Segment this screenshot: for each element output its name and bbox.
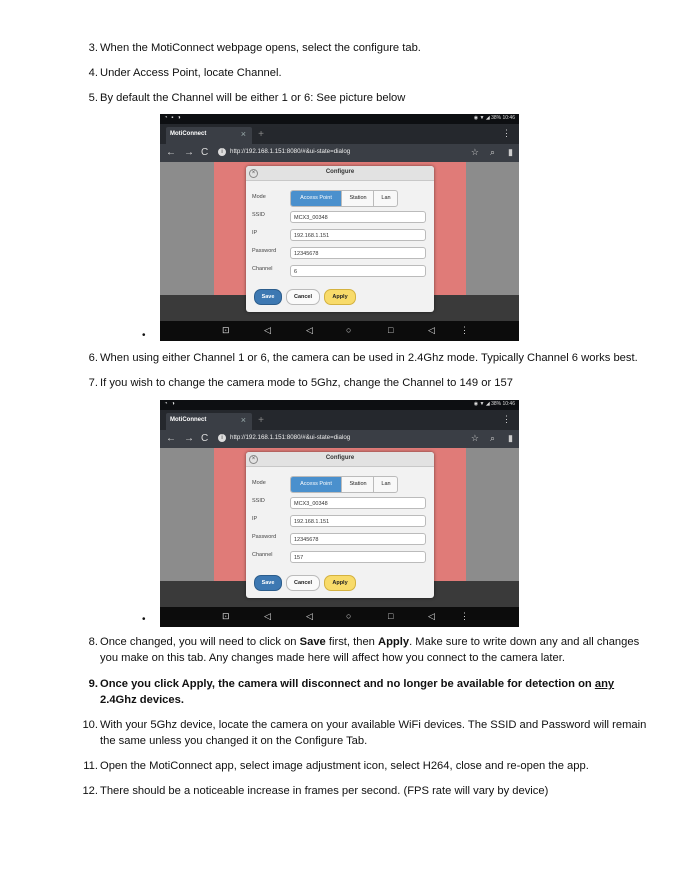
- dialog-title: Configure: [325, 455, 355, 461]
- password-input[interactable]: 12345678: [290, 533, 426, 545]
- mode-selector: [290, 476, 398, 493]
- back-icon[interactable]: ←: [166, 147, 176, 158]
- close-tab-icon[interactable]: ×: [240, 129, 246, 139]
- channel-input[interactable]: 6: [290, 265, 426, 277]
- mode-selector: [290, 190, 398, 207]
- browser-tab-bar: [160, 410, 519, 430]
- dialog-title: Configure: [325, 169, 355, 175]
- mode-lan[interactable]: Lan: [373, 191, 398, 206]
- close-icon[interactable]: ×: [249, 169, 258, 178]
- apply-button[interactable]: Apply: [324, 575, 356, 591]
- url-field[interactable]: http://192.168.1.151:8080/#&ui-state=dialog: [230, 434, 351, 441]
- apply-button[interactable]: Apply: [324, 289, 356, 305]
- back-nav-icon[interactable]: ◁: [306, 611, 313, 621]
- menu-icon[interactable]: ⋮: [502, 414, 511, 424]
- mode-station[interactable]: Station: [341, 191, 374, 206]
- menu-icon[interactable]: ⋮: [502, 128, 511, 138]
- search-icon[interactable]: ⌕: [489, 147, 495, 157]
- mode-access-point[interactable]: Access Point: [291, 191, 341, 206]
- cancel-button[interactable]: Cancel: [286, 575, 320, 591]
- close-tab-icon[interactable]: ×: [240, 415, 246, 425]
- bullet: •: [142, 330, 146, 341]
- home-icon[interactable]: ○: [346, 325, 352, 335]
- bookmark-star-icon[interactable]: ☆: [470, 147, 479, 157]
- ssid-input[interactable]: MCX3_00348: [290, 211, 426, 223]
- recents-icon[interactable]: □: [388, 611, 394, 621]
- back-icon[interactable]: ←: [166, 433, 176, 444]
- address-bar: [160, 144, 519, 162]
- address-bar: [160, 430, 519, 448]
- channel-input[interactable]: 157: [290, 551, 426, 563]
- ssid-input[interactable]: MCX3_00348: [290, 497, 426, 509]
- info-icon[interactable]: i: [218, 434, 226, 442]
- bookmark-star-icon[interactable]: ☆: [470, 433, 479, 443]
- configure-dialog: × Configure Mode Access Point Station Lan SSID MCX3_00348 IP 192.168.1.151 Password 12345678 Channel 157 Save Cancel Apply: [246, 452, 434, 598]
- recents-icon[interactable]: □: [388, 325, 394, 335]
- volume-up-icon[interactable]: ◁: [428, 325, 435, 335]
- cancel-button[interactable]: Cancel: [286, 289, 320, 305]
- volume-up-icon[interactable]: ◁: [428, 611, 435, 621]
- forward-icon[interactable]: →: [184, 147, 194, 158]
- browser-tab[interactable]: MotiConnect ×: [166, 127, 252, 144]
- reload-icon[interactable]: C: [201, 433, 209, 444]
- new-tab-icon[interactable]: +: [258, 415, 264, 426]
- volume-down-icon[interactable]: ◁: [264, 611, 271, 621]
- status-bar: ◔ ▪ ◑ ◉ ▼ ◢ 38% 10:46: [160, 114, 519, 124]
- reload-icon[interactable]: C: [201, 147, 209, 158]
- save-button[interactable]: Save: [254, 289, 282, 305]
- android-nav-bar: [160, 607, 519, 627]
- ip-input[interactable]: 192.168.1.151: [290, 515, 426, 527]
- search-icon[interactable]: ⌕: [489, 433, 495, 443]
- back-nav-icon[interactable]: ◁: [306, 325, 313, 335]
- screenshot-channel-157: [160, 400, 519, 627]
- volume-down-icon[interactable]: ◁: [264, 325, 271, 335]
- mode-station[interactable]: Station: [341, 477, 374, 492]
- browser-tab[interactable]: MotiConnect ×: [166, 413, 252, 430]
- password-input[interactable]: 12345678: [290, 247, 426, 259]
- nav-menu-icon[interactable]: ⋮: [460, 325, 469, 335]
- mode-access-point[interactable]: Access Point: [291, 477, 341, 492]
- mode-lan[interactable]: Lan: [373, 477, 398, 492]
- screenshot-icon[interactable]: ⊡: [222, 611, 230, 621]
- browser-tab-bar: [160, 124, 519, 144]
- bookmarks-icon[interactable]: ▮: [508, 433, 513, 443]
- info-icon[interactable]: i: [218, 148, 226, 156]
- android-nav-bar: [160, 321, 519, 341]
- screenshot-channel-6: [160, 114, 519, 341]
- configure-dialog: × Configure Mode Access Point Station Lan SSID MCX3_00348 IP 192.168.1.151 Password 12345678 Channel 6 Save Cancel Apply: [246, 166, 434, 312]
- url-field[interactable]: http://192.168.1.151:8080/#&ui-state=dialog: [230, 148, 351, 155]
- new-tab-icon[interactable]: +: [258, 129, 264, 140]
- close-icon[interactable]: ×: [249, 455, 258, 464]
- bullet: •: [142, 614, 146, 625]
- ip-input[interactable]: 192.168.1.151: [290, 229, 426, 241]
- forward-icon[interactable]: →: [184, 433, 194, 444]
- status-bar: ◔ ◑ ◉ ▼ ◢ 38% 10:46: [160, 400, 519, 410]
- screenshot-icon[interactable]: ⊡: [222, 325, 230, 335]
- home-icon[interactable]: ○: [346, 611, 352, 621]
- nav-menu-icon[interactable]: ⋮: [460, 611, 469, 621]
- save-button[interactable]: Save: [254, 575, 282, 591]
- bookmarks-icon[interactable]: ▮: [508, 147, 513, 157]
